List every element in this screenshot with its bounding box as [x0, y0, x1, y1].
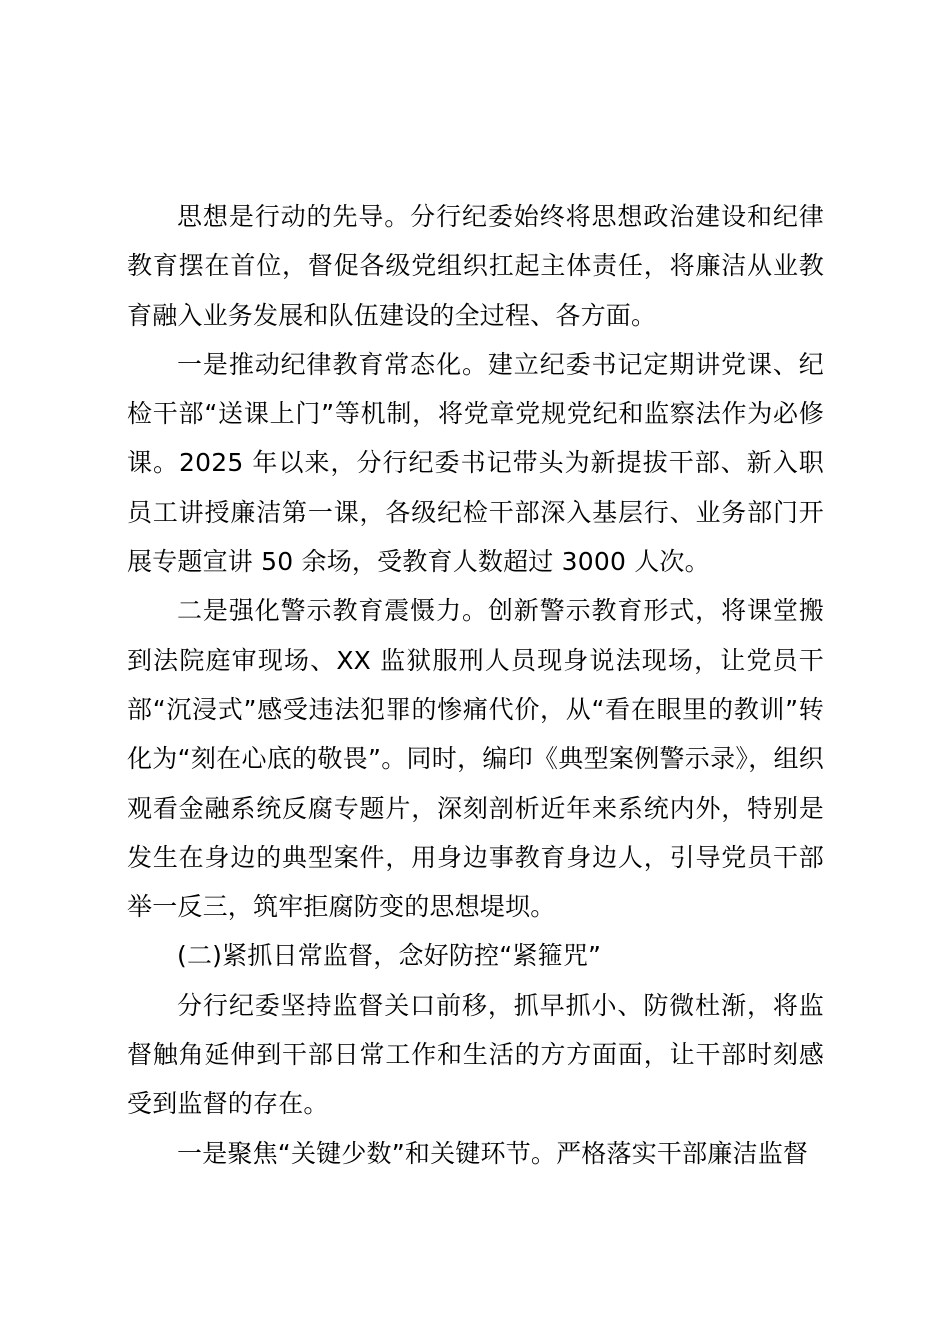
paragraph-warning-education: 二是强化警示教育震慑力。创新警示教育形式，将课堂搬到法院庭审现场、XX 监狱服刑人员现身说法现场，让党员干部“沉浸式”感受违法犯罪的惨痛代价，从“看在眼里的教训”转化为“刻在心底的敬畏”。同时，编印《典型案例警示录》，组织观看金融系统反腐专题片，深刻剖析近年来系统内外，特别是发生在身边的典型案件，用身边事教育身边人，引导党员干部举一反三，筑牢拒腐防变的思想堤坝。 — [127, 596, 824, 922]
paragraph-discipline-education: 一是推动纪律教育常态化。建立纪委书记定期讲党课、纪检干部“送课上门”等机制，将党章党规党纪和监察法作为必修课。2025 年以来，分行纪委书记带头为新提拔干部、新入职员工讲授廉洁第一课，各级纪检干部深入基层行、业务部门开展专题宣讲 50 余场，受教育人数超过 3000 人次。 — [127, 349, 824, 577]
paragraph-daily-supervision: 分行纪委坚持监督关口前移，抓早抓小、防微杜渐，将监督触角延伸到干部日常工作和生活的方方面面，让干部时刻感受到监督的存在。 — [127, 990, 824, 1119]
document-body — [127, 192, 824, 1178]
paragraph-intro: 思想是行动的先导。分行纪委始终将思想政治建设和纪律教育摆在首位，督促各级党组织扛起主体责任，将廉洁从业教育融入业务发展和队伍建设的全过程、各方面。 — [127, 202, 824, 330]
section-heading: (二)紧抓日常监督，念好防控“紧箍咒” — [177, 941, 602, 971]
paragraph-key-minority: 一是聚焦“关键少数”和关键环节。严格落实干部廉洁监督 — [177, 1138, 809, 1168]
